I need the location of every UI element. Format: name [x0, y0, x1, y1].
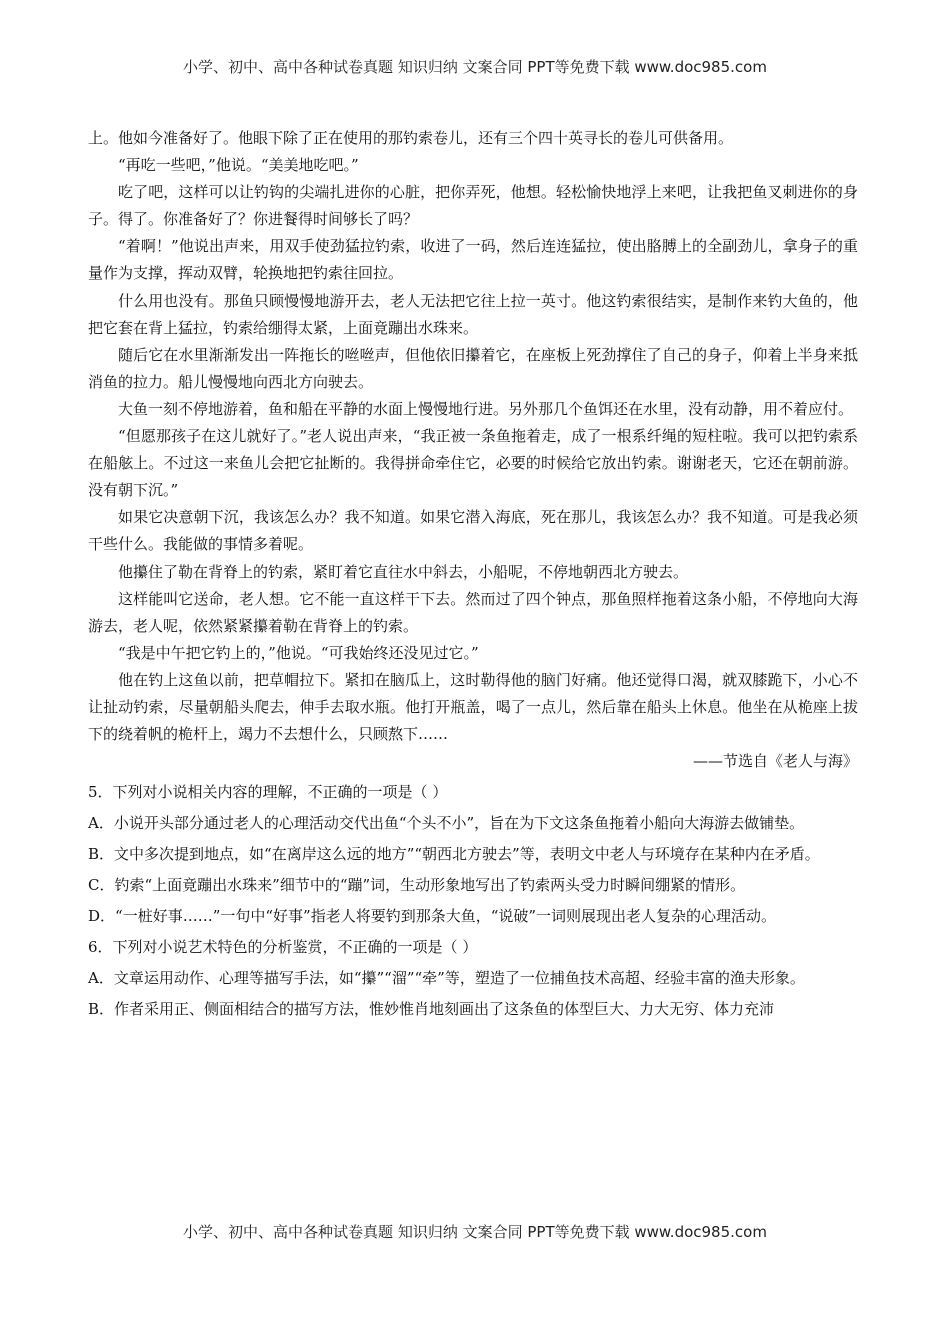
passage-paragraph: “但愿那孩子在这儿就好了。”老人说出声来，“我正被一条鱼拖着走，成了一根系纤绳的短柱啦。我可以把钓索系在船舷上。不过这一来鱼儿会把它扯断的。我得拼命牵住它，必要的时候给它放出钓索。谢谢老天，它还在朝前游。没有朝下沉。” — [88, 427, 858, 500]
question-option: D．“一桩好事……”一句中“好事”指老人将要钓到那条大鱼，“说破”一词则展现出老人复杂的心理活动。 — [88, 907, 777, 926]
passage-paragraph: 吃了吧，这样可以让钓钩的尖端扎进你的心脏，把你弄死，他想。轻松愉快地浮上来吧，让我把鱼叉刺进你的身子。得了。你准备好了？你进餐得时间够长了吗？ — [88, 183, 858, 229]
question-stem: 6．下列对小说艺术特色的分析鉴赏，不正确的一项是（ ） — [88, 938, 478, 957]
passage-paragraph: 随后它在水里渐渐发出一阵拖长的咝咝声，但他依旧攥着它，在座板上死劲撑住了自己的身子，仰着上半身来抵消鱼的拉力。船儿慢慢地向西北方向驶去。 — [88, 345, 858, 391]
question-option: A．文章运用动作、心理等描写手法，如“攥”“溜”“牵”等，塑造了一位捕鱼技术高超、经验丰富的渔夫形象。 — [88, 969, 805, 988]
header-banner: 小学、初中、高中各种试卷真题 知识归纳 文案合同 PPT等免费下载 www.doc985.com — [183, 58, 767, 76]
passage-paragraph: 大鱼一刻不停地游着，鱼和船在平静的水面上慢慢地行进。另外那几个鱼饵还在水里，没有动静，用不着应付。 — [118, 399, 854, 418]
passage-paragraph: 他在钓上这鱼以前，把草帽拉下。紧扣在脑瓜上，这时勒得他的脑门好痛。他还觉得口渴，就双膝跪下，小心不让扯动钓索，尽量朝船头爬去，伸手去取水瓶。他打开瓶盖，喝了一点儿，然后靠在船头上休息。他坐在从桅座上拔下的绕着帆的桅杆上，竭力不去想什么，只顾熬下…… — [88, 670, 858, 744]
passage-paragraph: 这样能叫它送命，老人想。它不能一直这样干下去。然而过了四个钟点，那鱼照样拖着这条小船，不停地向大海游去，老人呢，依然紧紧攥着勒在背脊上的钓索。 — [88, 589, 858, 635]
passage-paragraph: 什么用也没有。那鱼只顾慢慢地游开去，老人无法把它往上拉一英寸。他这钓索很结实，是制作来钓大鱼的，他把它套在背上猛拉，钓索给绷得太紧，上面竟蹦出水珠来。 — [88, 291, 858, 337]
question-option: B．文中多次提到地点，如“在离岸这么远的地方”“朝西北方驶去”等，表明文中老人与环境存在某种内在矛盾。 — [88, 845, 820, 864]
question-option: B．作者采用正、侧面相结合的描写方法，惟妙惟肖地刻画出了这条鱼的体型巨大、力大无穷、体力充沛 — [88, 1000, 775, 1019]
question-stem: 5．下列对小说相关内容的理解，不正确的一项是（ ） — [88, 783, 448, 802]
passage-source: ——节选自《老人与海》 — [692, 752, 858, 771]
passage-paragraph: 他攥住了勒在背脊上的钓索，紧盯着它直往水中斜去，小船呢，不停地朝西北方驶去。 — [118, 562, 689, 581]
passage-paragraph: “再吃一些吧，”他说。“美美地吃吧。” — [118, 156, 359, 175]
footer-banner: 小学、初中、高中各种试卷真题 知识归纳 文案合同 PPT等免费下载 www.doc985.com — [183, 1223, 767, 1241]
passage-paragraph: 如果它决意朝下沉，我该怎么办？我不知道。如果它潜入海底，死在那儿，我该怎么办？我不知道。可是我必须干些什么。我能做的事情多着呢。 — [88, 508, 858, 554]
question-option: A．小说开头部分通过老人的心理活动交代出鱼“个头不小”，旨在为下文这条鱼拖着小船向大海游去做铺垫。 — [88, 814, 805, 833]
question-option: C．钓索“上面竟蹦出水珠来”细节中的“蹦”词，生动形象地写出了钓索两头受力时瞬间绷紧的情形。 — [88, 876, 746, 895]
passage-paragraph: “我是中午把它钓上的，”他说。“可我始终还没见过它。” — [118, 643, 479, 662]
passage-paragraph: “着啊！”他说出声来，用双手使劲猛拉钓索，收进了一码，然后连连猛拉，使出胳膊上的全副劲儿，拿身子的重量作为支撑，挥动双臂，轮换地把钓索往回拉。 — [88, 237, 858, 283]
document-body — [88, 125, 858, 1023]
passage-paragraph: 上。他如今准备好了。他眼下除了正在使用的那钓索卷儿，还有三个四十英寻长的卷儿可供备用。 — [88, 129, 734, 147]
